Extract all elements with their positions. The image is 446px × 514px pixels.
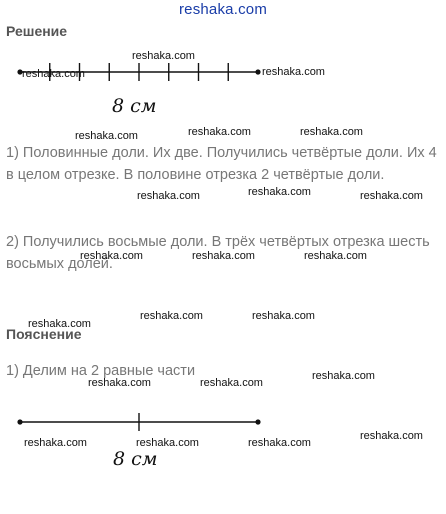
watermark: reshaka.com — [188, 126, 251, 138]
explanation-step: 1) Делим на 2 равные части — [6, 363, 196, 379]
answer-2: 2) Получились восьмые доли. В трёх четвёртых отрезка шесть восьмых долей. — [6, 234, 430, 272]
watermark: reshaka.com — [132, 50, 195, 62]
watermark: reshaka.com — [140, 310, 203, 322]
segment-end-point — [255, 69, 260, 74]
watermark: reshaka.com — [360, 430, 423, 442]
watermark: reshaka.com — [80, 250, 143, 262]
watermark: reshaka.com — [75, 130, 138, 142]
watermark: reshaka.com — [248, 186, 311, 198]
segment-figure-eighths — [0, 58, 300, 118]
segment-end-point — [255, 419, 260, 424]
watermark: reshaka.com — [28, 318, 91, 330]
watermark: reshaka.com — [137, 190, 200, 202]
answer-1: 1) Половинные доли. Их две. Получились четвёртые доли. Их 4 в целом отрезке. В половине отрезка 2 четвёртые доли. — [6, 145, 437, 183]
watermark: reshaka.com — [360, 190, 423, 202]
watermark: reshaka.com — [262, 66, 325, 78]
solution-heading: Решение — [6, 23, 68, 39]
watermark: reshaka.com — [304, 250, 367, 262]
watermark: reshaka.com — [24, 437, 87, 449]
watermark: reshaka.com — [248, 437, 311, 449]
segment-length-label: 8 см — [113, 448, 158, 470]
segment-start-point — [17, 419, 22, 424]
watermark: reshaka.com — [88, 377, 151, 389]
watermark: reshaka.com — [136, 437, 199, 449]
segment-length-label: 8 см — [112, 95, 157, 117]
explanation-heading: Пояснение — [6, 326, 82, 342]
site-header[interactable]: reshaka.com — [178, 1, 268, 18]
watermark: reshaka.com — [192, 250, 255, 262]
watermark: reshaka.com — [300, 126, 363, 138]
watermark: reshaka.com — [252, 310, 315, 322]
watermark: reshaka.com — [312, 370, 375, 382]
watermark: reshaka.com — [200, 377, 263, 389]
watermark: reshaka.com — [22, 68, 85, 80]
